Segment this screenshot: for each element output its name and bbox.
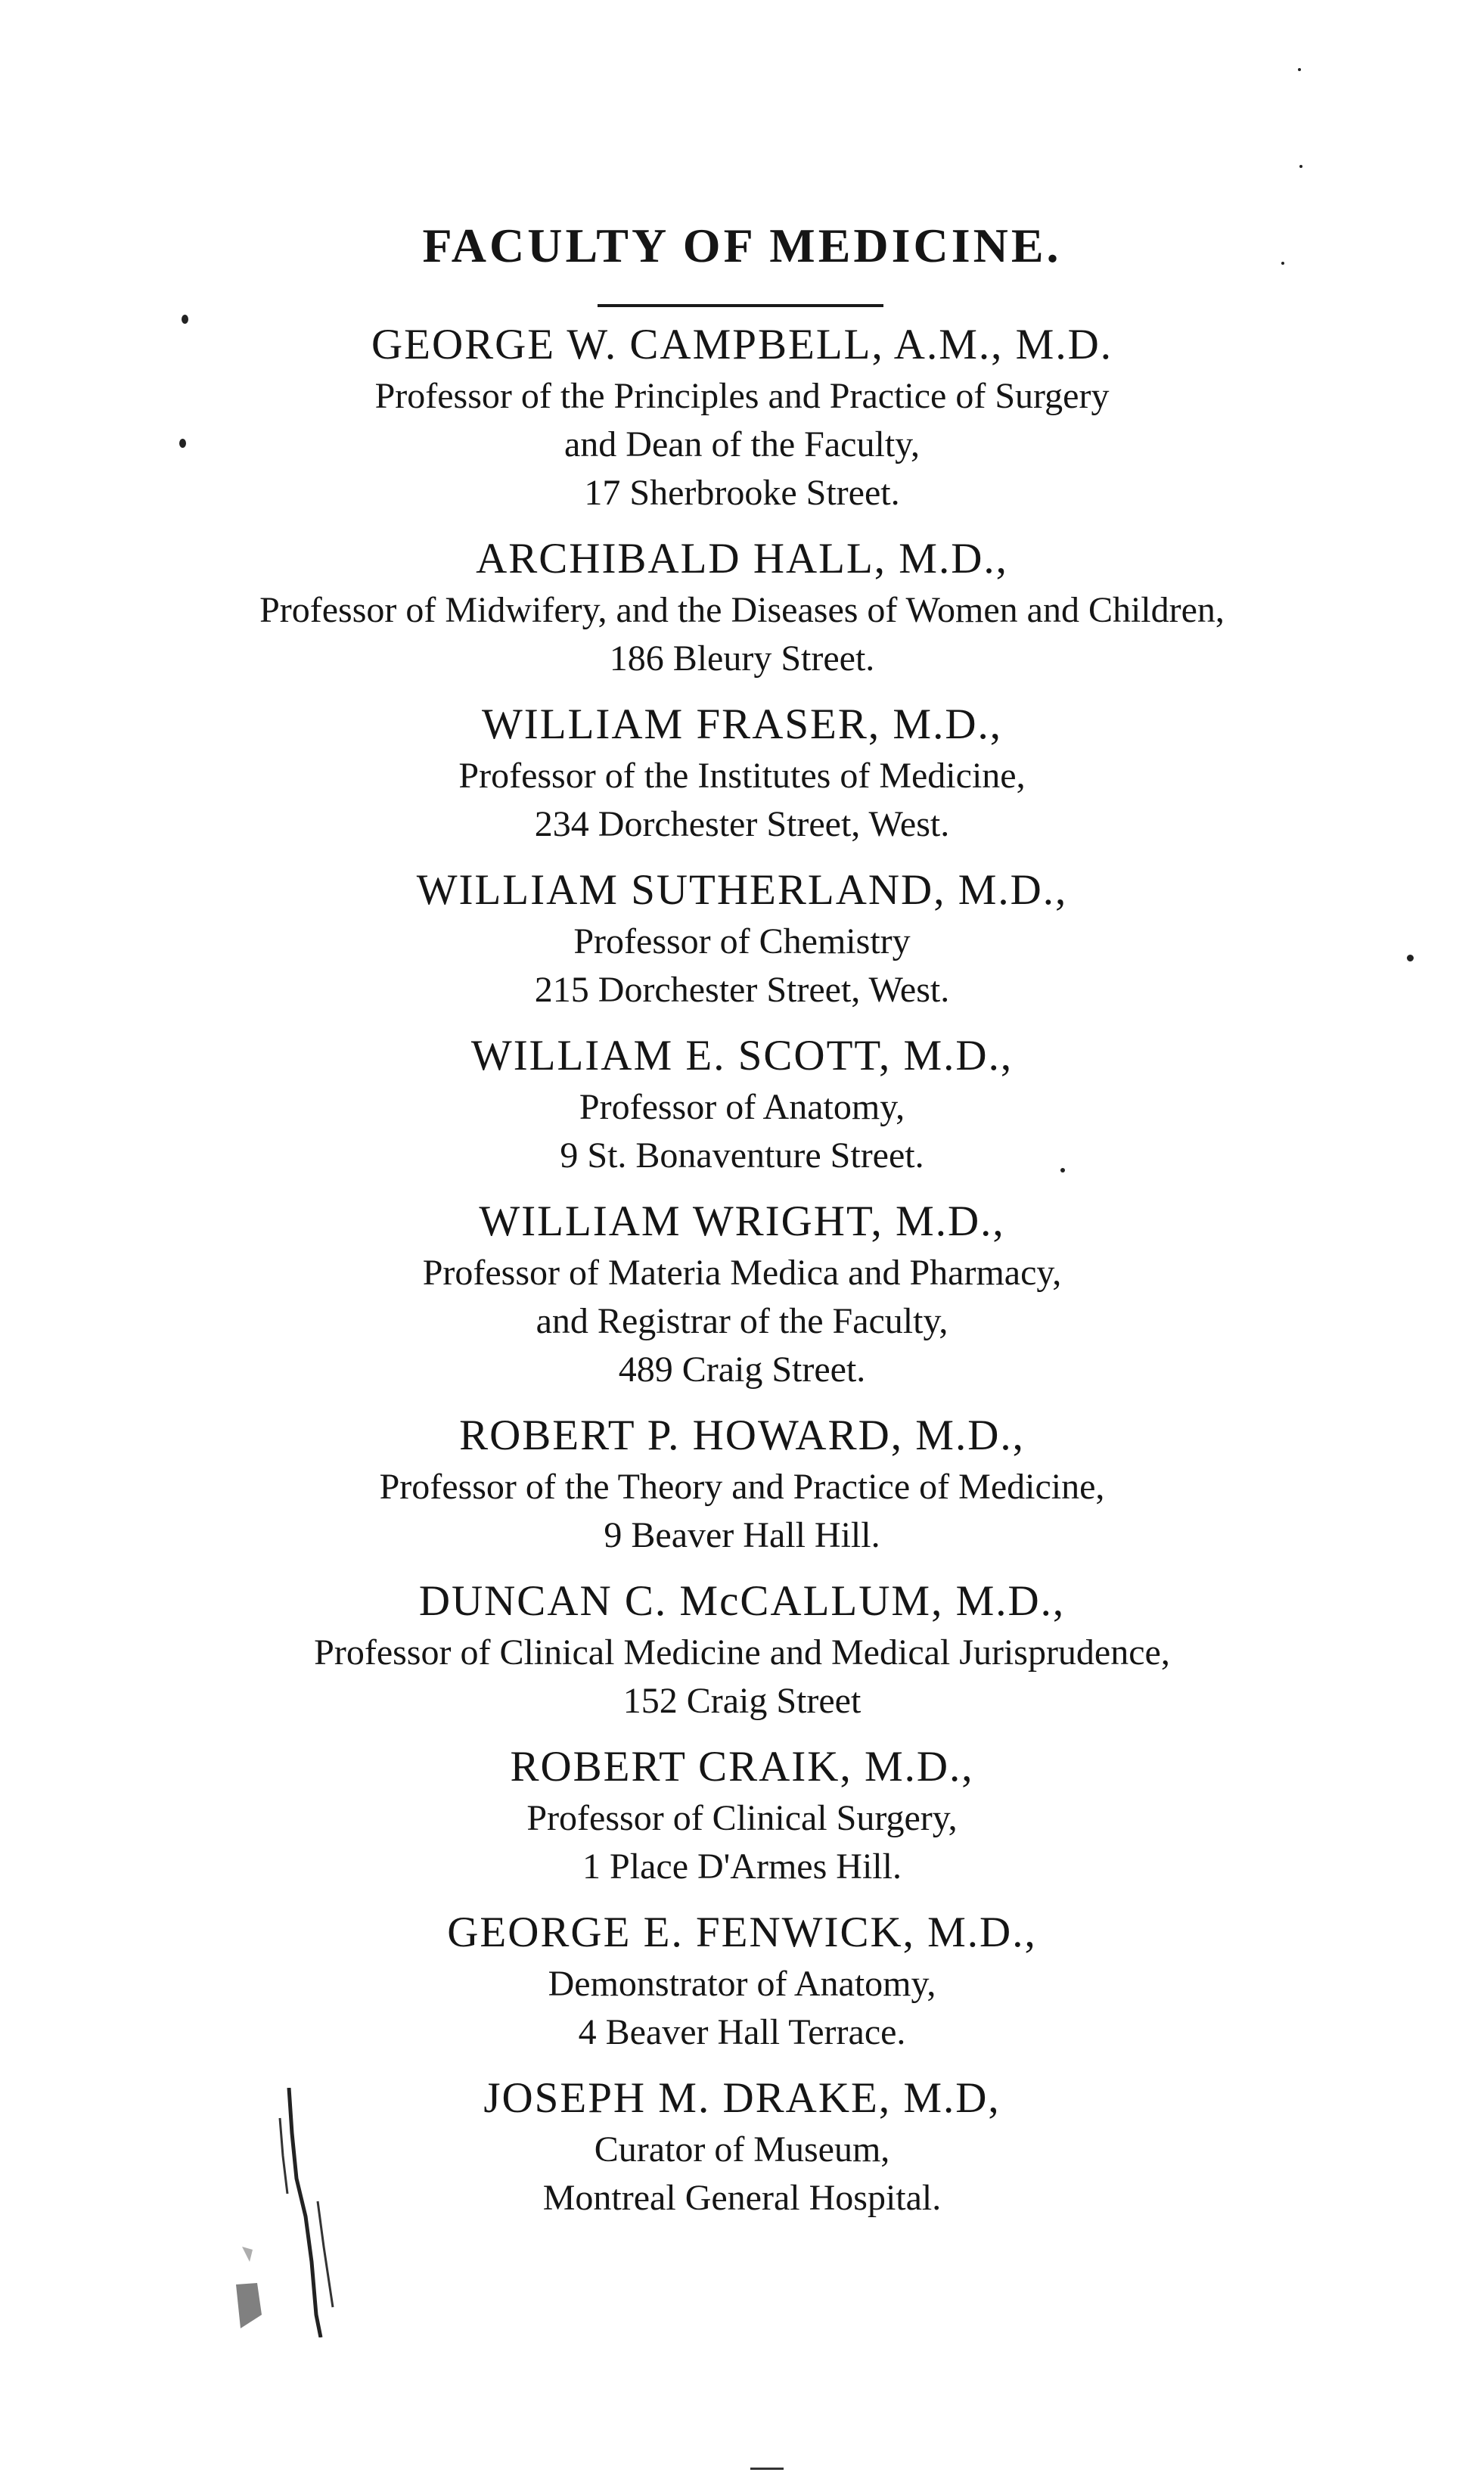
faculty-address: 152 Craig Street — [622, 1681, 862, 1721]
faculty-title-line: Professor of Chemistry — [573, 921, 911, 961]
faculty-entry — [0, 1574, 1484, 1725]
faculty-entry — [0, 1740, 1484, 1891]
faculty-name: WILLIAM E. SCOTT, M.D., — [470, 1032, 1014, 1079]
faculty-title-line: Professor of Anatomy, — [579, 1087, 905, 1127]
faculty-title-line: Professor of the Institutes of Medicine, — [458, 756, 1026, 796]
faculty-name: ARCHIBALD HALL, M.D., — [476, 535, 1008, 582]
scan-speck — [179, 439, 186, 448]
faculty-name: DUNCAN C. McCALLUM, M.D., — [418, 1577, 1066, 1625]
faculty-title-line: Demonstrator of Anatomy, — [548, 1964, 936, 2004]
faculty-address: 4 Beaver Hall Terrace. — [578, 2012, 906, 2052]
footer-dash — [750, 2468, 784, 2470]
page-title: FACULTY OF MEDICINE. — [422, 219, 1062, 272]
faculty-address: 17 Sherbrooke Street. — [584, 473, 900, 513]
faculty-list — [0, 318, 1484, 2237]
faculty-address: 186 Bleury Street. — [609, 638, 875, 679]
faculty-address: 9 St. Bonaventure Street. — [560, 1135, 924, 1176]
scan-speck — [1299, 165, 1302, 168]
faculty-title-line: Curator of Museum, — [594, 2129, 890, 2170]
faculty-name: GEORGE E. FENWICK, M.D., — [447, 1909, 1037, 1956]
scan-speck — [182, 315, 188, 324]
faculty-name: ROBERT P. HOWARD, M.D., — [459, 1412, 1025, 1459]
faculty-title-line: and Registrar of the Faculty, — [536, 1301, 948, 1341]
faculty-entry — [0, 697, 1484, 849]
faculty-entry — [0, 1194, 1484, 1394]
faculty-name: JOSEPH M. DRAKE, M.D, — [483, 2074, 1001, 2122]
faculty-entry — [0, 2071, 1484, 2222]
faculty-name: WILLIAM SUTHERLAND, M.D., — [416, 866, 1068, 914]
faculty-name: GEORGE W. CAMPBELL, A.M., M.D. — [371, 321, 1113, 368]
faculty-entry — [0, 863, 1484, 1014]
faculty-title-line: Professor of Clinical Medicine and Medical Jurisprudence, — [314, 1632, 1170, 1673]
faculty-entry — [0, 318, 1484, 517]
faculty-title-line: Professor of the Principles and Practice of Surgery — [374, 376, 1110, 416]
faculty-entry — [0, 532, 1484, 683]
scan-speck — [1407, 955, 1414, 961]
faculty-address: 234 Dorchester Street, West. — [534, 804, 950, 844]
title-rule — [598, 304, 883, 307]
faculty-entry — [0, 1409, 1484, 1560]
faculty-address: Montreal General Hospital. — [542, 2178, 942, 2218]
faculty-title-line: and Dean of the Faculty, — [563, 424, 921, 464]
scan-speck — [1298, 68, 1301, 71]
faculty-name: WILLIAM FRASER, M.D., — [481, 700, 1002, 748]
faculty-entry — [0, 1029, 1484, 1180]
faculty-title-line: Professor of Clinical Surgery, — [526, 1798, 958, 1838]
faculty-name: ROBERT CRAIK, M.D., — [510, 1743, 974, 1791]
faculty-title-line: Professor of Midwifery, and the Diseases of Women and Children, — [259, 590, 1225, 630]
faculty-title-line: Professor of Materia Medica and Pharmacy, — [422, 1253, 1062, 1293]
scan-speck — [1060, 1168, 1065, 1173]
faculty-address: 215 Dorchester Street, West. — [534, 970, 950, 1010]
faculty-address: 1 Place D'Armes Hill. — [582, 1847, 902, 1887]
faculty-address: 489 Craig Street. — [618, 1350, 866, 1390]
faculty-address: 9 Beaver Hall Hill. — [604, 1515, 880, 1555]
faculty-entry — [0, 1906, 1484, 2057]
scan-speck — [1281, 262, 1284, 265]
faculty-name: WILLIAM WRIGHT, M.D., — [479, 1197, 1005, 1245]
margin-stain-mark — [227, 2088, 355, 2337]
faculty-title-line: Professor of the Theory and Practice of Medicine, — [379, 1467, 1105, 1507]
